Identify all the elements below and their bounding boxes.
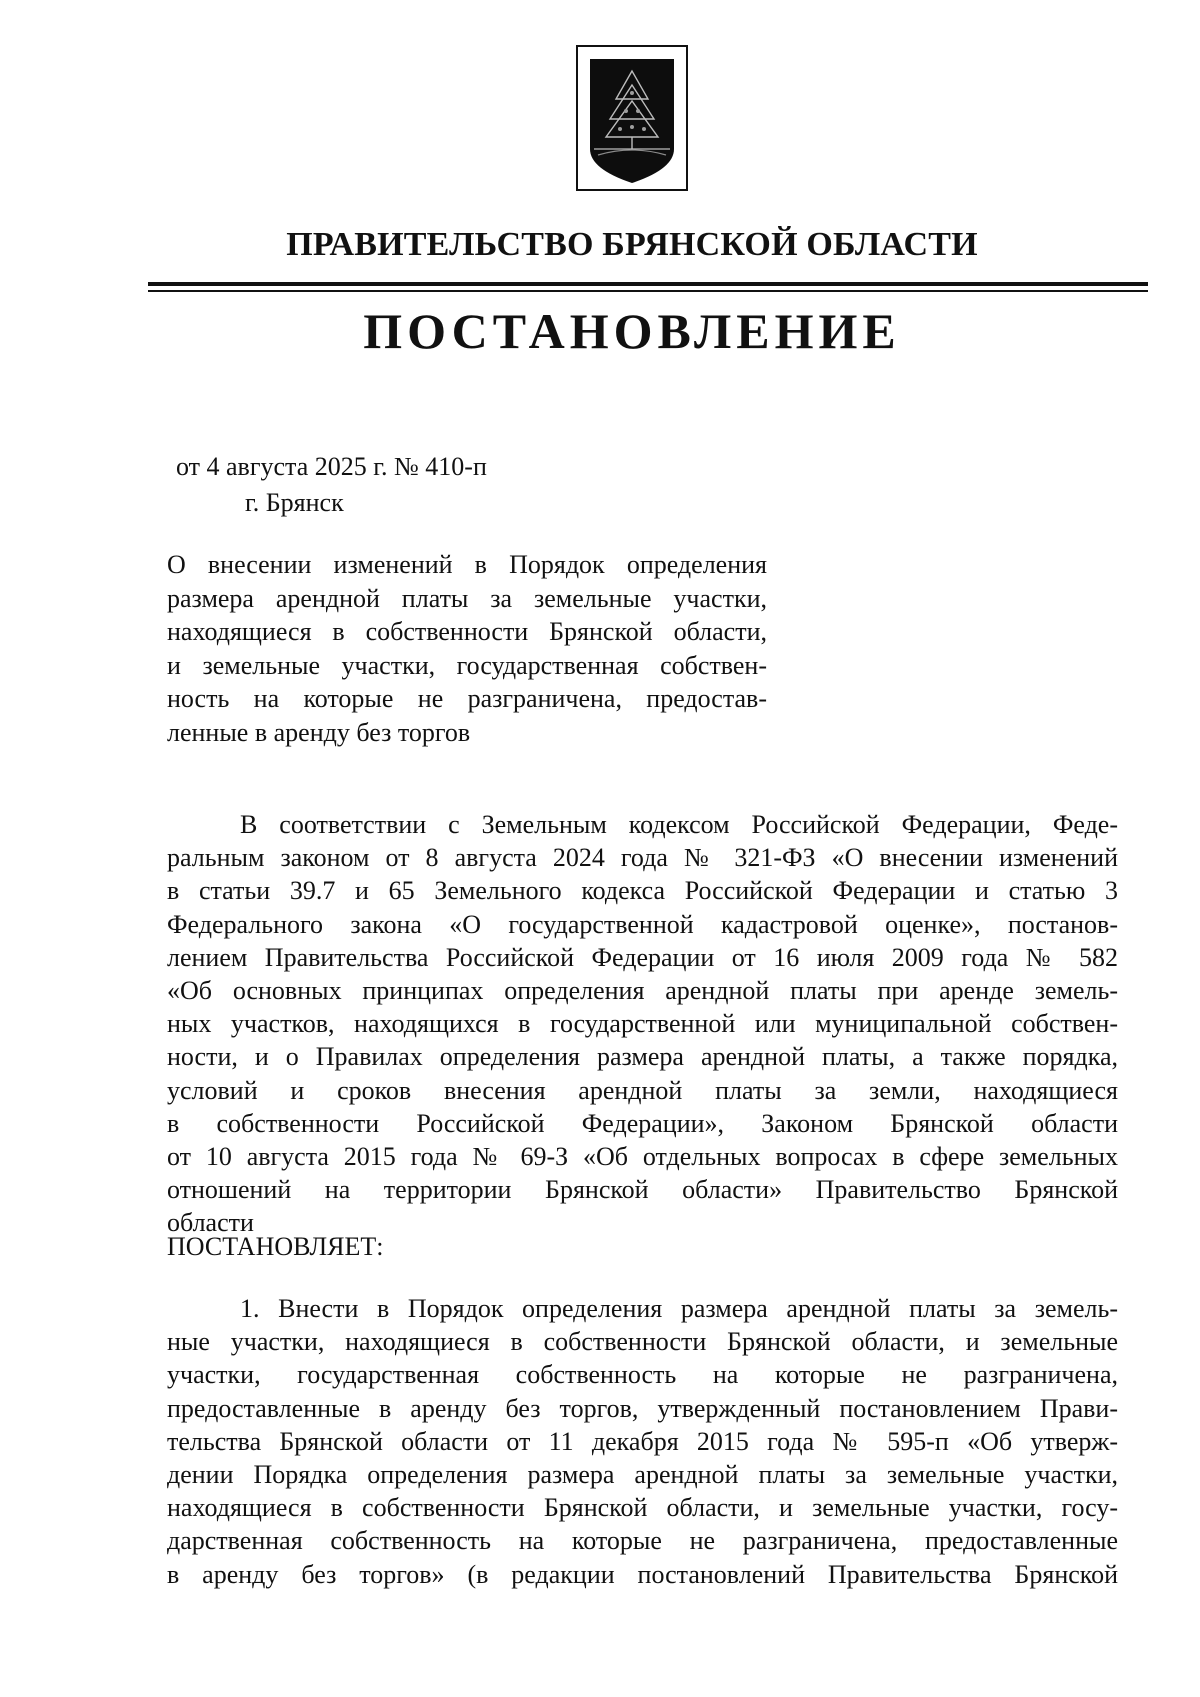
paragraph-line: предоставленные в аренду без торгов, утвержденный постановлением Прави- xyxy=(167,1393,1118,1423)
document-subject xyxy=(167,548,767,749)
subject-line: ленные в аренду без торгов xyxy=(167,717,471,747)
paragraph-line: ности, и о Правилах определения размера арендной платы, а также порядка, xyxy=(167,1042,1118,1072)
subject-line: ность на которые не разграничена, предостав- xyxy=(167,684,767,713)
paragraph-line: от 10 августа 2015 года № 69-З «Об отдельных вопросах в сфере земельных xyxy=(167,1142,1118,1172)
coat-of-arms-icon xyxy=(576,45,688,191)
subject-line: размера арендной платы за земельные участки, xyxy=(167,583,767,613)
decree-word: ПОСТАНОВЛЯЕТ: xyxy=(167,1232,384,1261)
paragraph-line: отношений на территории Брянской области» Правительство Брянской xyxy=(167,1175,1118,1205)
paragraph-line: дении Порядка определения размера арендной платы за земельные участки, xyxy=(167,1460,1118,1490)
header-divider-thick xyxy=(148,282,1148,286)
subject-line: и земельные участки, государственная собствен- xyxy=(167,650,767,680)
paragraph-line: тельства Брянской области от 11 декабря 2015 года № 595-п «Об утверж- xyxy=(167,1426,1118,1456)
paragraph-line: ральным законом от 8 августа 2024 года № 321-ФЗ «О внесении изменений xyxy=(167,843,1118,873)
paragraph-line: в статьи 39.7 и 65 Земельного кодекса Российской Федерации и статью 3 xyxy=(167,876,1118,906)
subject-line: находящиеся в собственности Брянской области, xyxy=(167,617,767,646)
document-city: г. Брянск xyxy=(245,488,344,517)
paragraph-line: в аренду без торгов» (в редакции постановлений Правительства Брянской xyxy=(167,1559,1118,1589)
paragraph-line: дарственная собственность на которые не разграничена, предоставленные xyxy=(167,1526,1118,1556)
paragraph-line: участки, государственная собственность на которые не разграничена, xyxy=(167,1360,1118,1390)
document-date-number: от 4 августа 2025 г. № 410-п xyxy=(176,452,487,481)
document-type-title: ПОСТАНОВЛЕНИЕ xyxy=(363,303,901,359)
subject-line: О внесении изменений в Порядок определения xyxy=(167,550,767,579)
item-1-paragraph xyxy=(167,1292,1118,1591)
organization-title: ПРАВИТЕЛЬСТВО БРЯНСКОЙ ОБЛАСТИ xyxy=(286,226,978,263)
paragraph-line: области xyxy=(167,1208,254,1238)
paragraph-line: находящиеся в собственности Брянской области, и земельные участки, госу- xyxy=(167,1493,1118,1523)
paragraph-line: условий и сроков внесения арендной платы за земли, находящиеся xyxy=(167,1075,1118,1105)
paragraph-line: ные участки, находящиеся в собственности Брянской области, и земельные xyxy=(167,1327,1118,1357)
paragraph-line: в собственности Российской Федерации», Законом Брянской области xyxy=(167,1108,1118,1138)
paragraph-line: ных участков, находящихся в государственной или муниципальной собствен- xyxy=(167,1009,1118,1039)
paragraph-line: В соответствии с Земельным кодексом Российской Федерации, Феде- xyxy=(240,810,1118,839)
paragraph-line: лением Правительства Российской Федерации от 16 июля 2009 года № 582 xyxy=(167,942,1118,972)
header-divider-thin xyxy=(148,290,1148,292)
paragraph-line: Федерального закона «О государственной кадастровой оценке», постанов- xyxy=(167,909,1118,939)
preamble-paragraph xyxy=(167,808,1118,1240)
paragraph-line: «Об основных принципах определения арендной платы при аренде земель- xyxy=(167,976,1118,1006)
paragraph-line: 1. Внести в Порядок определения размера арендной платы за земель- xyxy=(240,1294,1118,1323)
